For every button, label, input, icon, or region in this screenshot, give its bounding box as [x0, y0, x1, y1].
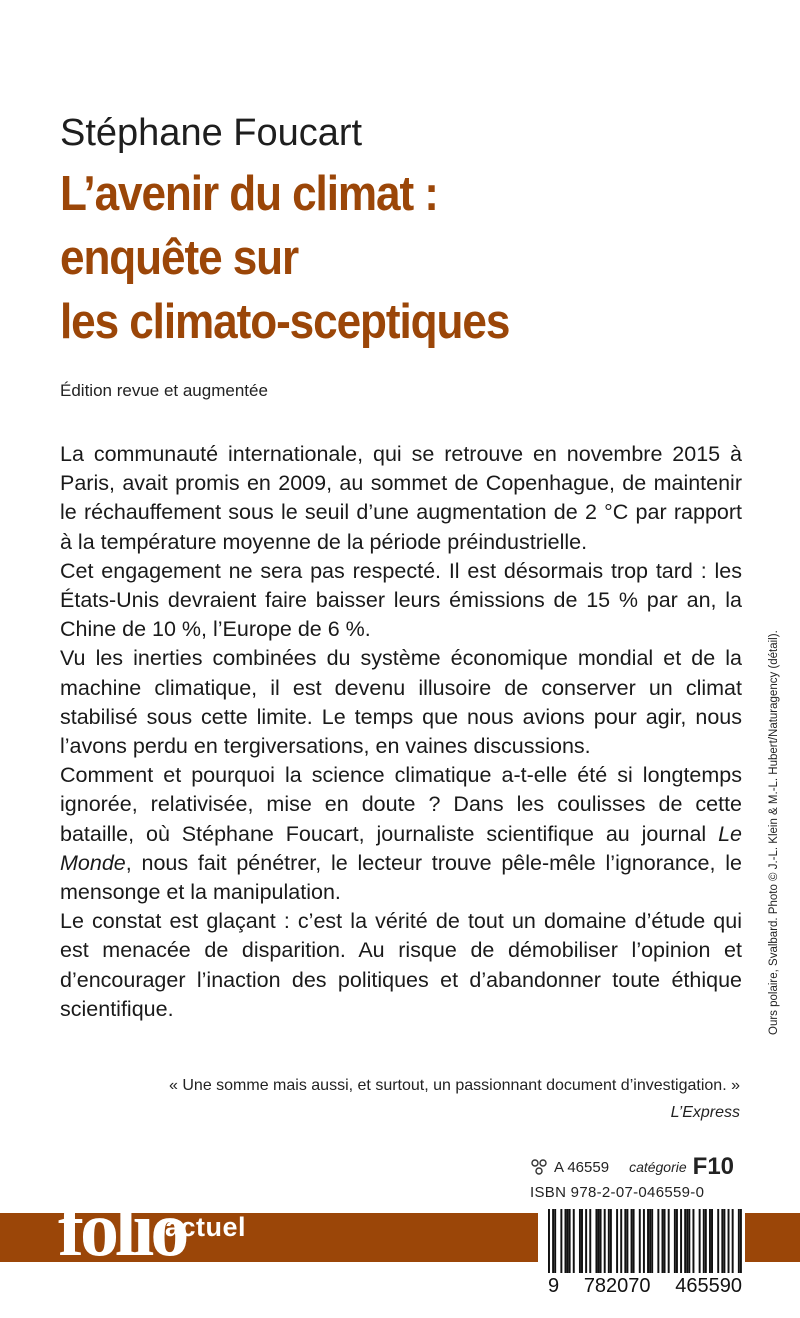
title-line-2: enquête sur: [60, 231, 299, 285]
book-title: [60, 162, 509, 354]
barcode-bar: [680, 1209, 682, 1273]
barcode-bar: [664, 1209, 666, 1273]
barcode-bar: [595, 1209, 597, 1273]
barcode-bar: [738, 1209, 740, 1273]
folio-emblem-icon: [530, 1158, 548, 1176]
folio-logo: folio: [58, 1185, 186, 1272]
barcode: [548, 1207, 742, 1297]
blurb-paragraph-2: Cet engagement ne sera pas respecté. Il est désormais trop tard : les États-Unis devraient faire baisser leurs émissions de 15 % par an, la Chine de 10 %, l’Europe de 6 %.: [60, 558, 742, 642]
barcode-bar: [732, 1209, 734, 1273]
barcode-bar: [569, 1209, 571, 1273]
barcode-bar: [631, 1209, 633, 1273]
barcode-bar: [573, 1209, 575, 1273]
isbn: ISBN 978-2-07-046559-0: [530, 1184, 705, 1201]
barcode-bar: [647, 1209, 649, 1273]
catalog-codes: [530, 1153, 745, 1201]
barcode-digits: [548, 1275, 742, 1298]
band-right: [745, 1213, 800, 1262]
barcode-bar: [709, 1209, 711, 1273]
catalog-number: A 46559: [554, 1158, 610, 1176]
barcode-bar: [651, 1209, 653, 1273]
barcode-bar: [668, 1209, 670, 1273]
barcode-bar: [585, 1209, 587, 1273]
press-quote: [169, 1072, 740, 1126]
barcode-bar: [600, 1209, 602, 1273]
barcode-bar: [604, 1209, 606, 1273]
category-value: F10: [692, 1153, 735, 1180]
barcode-bar: [684, 1209, 686, 1273]
edition-note: Édition revue et augmentée: [60, 381, 268, 400]
barcode-bar: [589, 1209, 591, 1273]
blurb-paragraph-1: La communauté internationale, qui se retrouve en novembre 2015 à Paris, avait promis en 2009, au sommet de Copenhague, de maintenir le réchauffement sous le seuil d’une augmentation de 2 °C par rapport à la température moyenne de la période préindustrielle.: [60, 442, 742, 554]
barcode-bar: [624, 1209, 626, 1273]
barcode-bar: [565, 1209, 567, 1273]
blurb: [60, 440, 742, 1024]
category-label: catégorie: [629, 1159, 687, 1175]
blurb-paragraph-5: Le constat est glaçant : c’est la vérité de tout un domaine d’étude qui est menacée de disparition. Au risque de démobiliser l’opinion et d’encourager l’inaction des politiques et d’abandonner toute éthique scientifique.: [60, 909, 742, 1021]
barcode-bar: [552, 1209, 554, 1273]
barcode-bar: [728, 1209, 730, 1273]
barcode-bar: [686, 1209, 688, 1273]
barcode-bar: [692, 1209, 694, 1273]
blurb-paragraph-4: [60, 761, 742, 907]
barcode-bar: [723, 1209, 725, 1273]
barcode-bar: [626, 1209, 628, 1273]
barcode-bar: [688, 1209, 690, 1273]
blurb-p4-before: Comment et pourquoi la science climatique a-t-elle été si longtemps ignorée, relativisée, mise en doute ? Dans les coulisses de cette bataille, où Stéphane Foucart, journaliste scientifique au journal: [60, 763, 742, 846]
blurb-paragraph-3: Vu les inerties combinées du système économique mondial et de la machine climatique, il est devenu illusoire de conserver un climat stabilisé sous cette limite. Le temps que nous avions pour agir, nous l’avons perdu en tergiversations, en vaines discussions.: [60, 646, 742, 759]
barcode-bar: [705, 1209, 707, 1273]
blurb-p4-after: , nous fait pénétrer, le lecteur trouve pêle-mêle l’ignorance, le mensonge et la manipulation.: [60, 850, 742, 905]
barcode-bar: [649, 1209, 651, 1273]
barcode-bar: [548, 1209, 550, 1273]
barcode-bar: [560, 1209, 562, 1273]
barcode-bar: [711, 1209, 713, 1273]
quote-source: L’Express: [670, 1104, 740, 1121]
barcode-bar: [740, 1209, 742, 1273]
title-line-1: L’avenir du climat :: [60, 167, 438, 221]
barcode-bar: [598, 1209, 600, 1273]
title-line-3: les climato-sceptiques: [60, 295, 510, 349]
actuel-logo: actuel: [165, 1212, 247, 1242]
barcode-digit-group-2: 782070: [583, 1275, 651, 1297]
barcode-bar: [639, 1209, 641, 1273]
barcode-bar: [643, 1209, 645, 1273]
photo-credit: Ours polaire, Svalbard. Photo © J.-L. Klein & M.-L. Hubert/Naturagency (détail).: [768, 630, 780, 1035]
barcode-digit-group-1: 9: [548, 1275, 560, 1297]
barcode-bar: [676, 1209, 678, 1273]
author-name: Stéphane Foucart: [60, 112, 363, 154]
barcode-bar: [610, 1209, 612, 1273]
barcode-bar: [554, 1209, 556, 1273]
barcode-bars: [548, 1207, 742, 1277]
quote-text: « Une somme mais aussi, et surtout, un passionnant document d’investigation. »: [169, 1077, 740, 1094]
barcode-bar: [579, 1209, 581, 1273]
barcode-bar: [608, 1209, 610, 1273]
barcode-bar: [657, 1209, 659, 1273]
barcode-bar: [567, 1209, 569, 1273]
barcode-bar: [616, 1209, 618, 1273]
barcode-bar: [581, 1209, 583, 1273]
newspaper-name: Le Monde: [60, 821, 742, 875]
barcode-bar: [721, 1209, 723, 1273]
barcode-bar: [699, 1209, 701, 1273]
barcode-bar: [674, 1209, 676, 1273]
barcode-bar: [620, 1209, 622, 1273]
barcode-bar: [703, 1209, 705, 1273]
barcode-bar: [717, 1209, 719, 1273]
barcode-digit-group-3: 465590: [675, 1275, 742, 1297]
barcode-bar: [633, 1209, 635, 1273]
barcode-bar: [662, 1209, 664, 1273]
